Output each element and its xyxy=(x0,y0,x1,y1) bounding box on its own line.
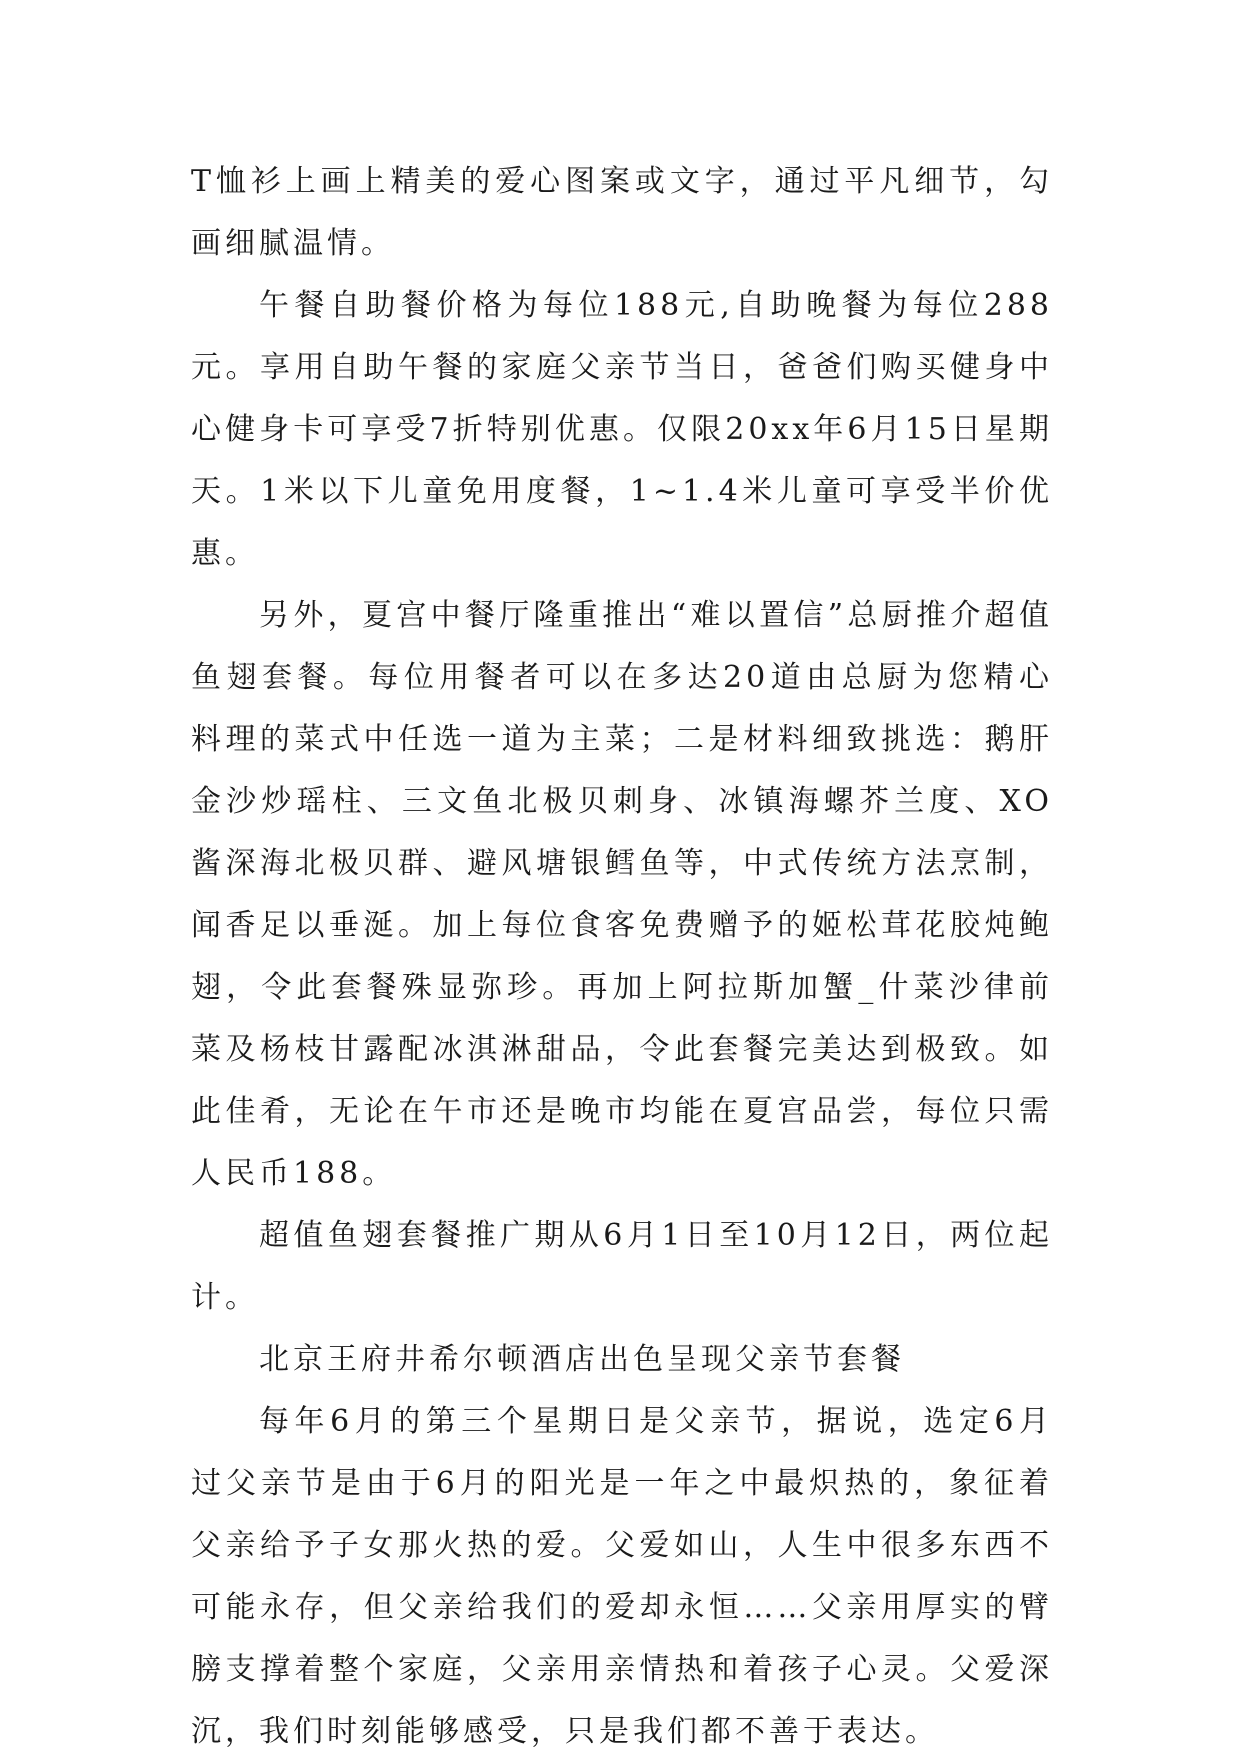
paragraph-6: 每年6月的第三个星期日是父亲节，据说，选定6月过父亲节是由于6月的阳光是一年之中最炽热的，象征着父亲给予子女那火热的爱。父爱如山，人生中很多东西不可能永存，但父亲给我们的爱却永恒……父亲用厚实的臂膀支撑着整个家庭，父亲用亲情热和着孩子心灵。父爱深沉，我们时刻能够感受，只是我们都不善于表达。 xyxy=(191,1404,1053,1749)
paragraph-4: 超值鱼翅套餐推广期从6月1日至10月12日，两位起计。 xyxy=(191,1218,1053,1315)
paragraph-1: T恤衫上画上精美的爱心图案或文字，通过平凡细节，勾画细腻温情。 xyxy=(191,164,1053,261)
paragraph-2: 午餐自助餐价格为每位188元,自助晚餐为每位288元。享用自助午餐的家庭父亲节当日，爸爸们购买健身中心健身卡可享受7折特别优惠。仅限20xx年6月15日星期天。1米以下儿童免用度餐，1~1.4米儿童可享受半价优惠。 xyxy=(191,288,1053,571)
paragraph-3: 另外，夏宫中餐厅隆重推出“难以置信”总厨推介超值鱼翅套餐。每位用餐者可以在多达20道由总厨为您精心料理的菜式中任选一道为主菜；二是材料细致挑选：鹅肝金沙炒瑶柱、三文鱼北极贝刺身、冰镇海螺芥兰度、XO酱深海北极贝群、避风塘银鳕鱼等，中式传统方法烹制，闻香足以垂涎。加上每位食客免费赠予的姬松茸花胶炖鲍翅，令此套餐殊显弥珍。再加上阿拉斯加蟹_什菜沙律前菜及杨枝甘露配冰淇淋甜品，令此套餐完美达到极致。如此佳肴，无论在午市还是晚市均能在夏宫品尝，每位只需人民币188。 xyxy=(191,598,1053,1191)
document-page xyxy=(191,151,1053,1763)
section-heading: 北京王府井希尔顿酒店出色呈现父亲节套餐 xyxy=(259,1342,905,1377)
